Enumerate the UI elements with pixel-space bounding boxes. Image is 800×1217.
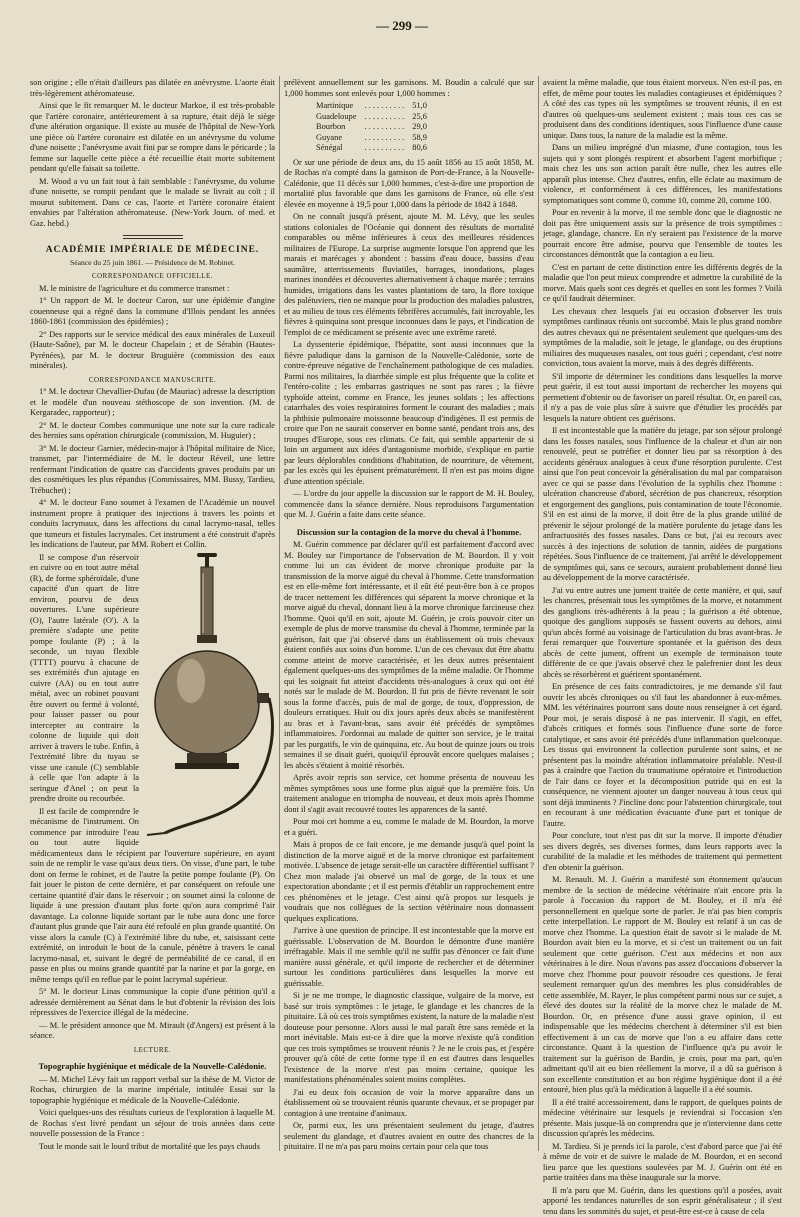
article-title: Discussion sur la contagion de la morve du cheval à l'homme. bbox=[284, 527, 534, 538]
paragraph: — M. Michel Lévy fait un rapport verbal sur la thèse de M. Victor de Rochas, chirurgien de la marine impériale, intitulée Essai sur la topographie hygiénique et médicale de la Nouvelle-Calédonie. bbox=[30, 1075, 275, 1107]
paragraph: son origine ; elle n'était d'ailleurs pas dilatée en anévrysme. L'aorte était très-légèrement athéromateuse. bbox=[30, 78, 275, 99]
paragraph: Ainsi que le fit remarquer M. le docteur Markoe, il est très-probable que l'artère coronaire, antérieurement à sa rupture, était déjà le siège d'une altération organique. Il existe au musée de l'hôpital de New-York une pièce où l'artère coronaire est dilatée en un anévrysme du volume d'une noisette ; l'anévrysme avait fini par se rompre dans le péricarde ; la femme sur laquelle cette pièce a été recueillie était morte subitement pendant qu'elle faisait sa toilette. bbox=[30, 101, 275, 175]
paragraph: 2° Des rapports sur le service médical des eaux minérales de Luxeuil (Haute-Saône), par M. le docteur Chapelain ; et de Sérabin (Hautes-Pyrénées), par M. le docteur Bruguière (commission des eaux minérales). bbox=[30, 330, 275, 372]
page-number: — 299 — bbox=[22, 18, 782, 34]
paragraph: 2° M. le docteur Combes communique une note sur la cure radicale des hernies sans opération chirurgicale (commission, M. Huguier) ; bbox=[30, 421, 275, 442]
section-divider bbox=[123, 235, 183, 239]
paragraph: prélèvent annuellement sur les garnisons. M. Boudin a calculé que sur 1,000 hommes sont enlevés pour 1,000 hommes : bbox=[284, 78, 534, 99]
place: Guyane bbox=[312, 133, 360, 144]
paragraph: J'arrive à une question de principe. Il est incontestable que la morve est guérissable. L'observation de M. Bourdon le démontre d'une manière irréfragable. Mais il me semble qu'il ne suffit pas d'énoncer ce fait d'une manière aussi générale, et qu'il importe de rechercher et de déterminer surtout les conditions particulières dans lesquelles la morve est guérissable. bbox=[284, 926, 534, 989]
place: Sénégal bbox=[312, 143, 360, 154]
paragraph: Pour en revenir à la morve, il me semble donc que le diagnostic ne doit pas être uniquement assis sur la présence de trois symptômes : jetage, glandage, chancre. En n'y seraient pas l'existence de la morve pourrait encore être admise, pourvu que l'ensemble de toutes les circonstances démontrât que la contagion a eu lieu. bbox=[543, 208, 782, 261]
newspaper-page bbox=[22, 18, 782, 1158]
paragraph: La dyssenterie épidémique, l'hépatite, sont aussi inconnues que la fièvre paludique dans la garnison de la Nouvelle-Calédonie, sorte de contre-épreuve négative de l'enchaînement pathologique de ces maladies. Parmi nos militaires, la diarrhée simple est plus fréquente que la colite et l'entéro-colite ; les embarras gastriques ne sont pas rares ; la fièvre typhoïde atteint, comme en France, les jeunes soldats ; les affections catarrhales des voies respiratoires forment le courant des maladies ; mais la phthisie pulmonaire moissonne beaucoup d'indigènes. Il est permis de croire que l'on ne saurait conserver en bonne santé, pendant trois ans, des troupes d'Europe, sous ces climats. Ce fait, qui semble appartenir de si loin un argument aux idées d'antagonisme morbide, s'explique en partie par leurs déplorables conditions d'habitation, de nourriture, de vêtement, par les excès qui les épuisent prématurément. Il n'en est pas moins digne d'une attention spéciale. bbox=[284, 340, 534, 487]
column-right bbox=[543, 78, 782, 1153]
paragraph: 4° M. le docteur Fano soumet à l'examen de l'Académie un nouvel instrument propre à pratiquer des injections à travers les points et conduits lacrymaux, dans les affections du canal lacrymo-nasal, telles que tumeurs et fistules lacrymales. Cet instrument a été construit d'après les indications de l'auteur, par MM. Robert et Collin. bbox=[30, 498, 275, 551]
paragraph: J'ai vu entre autres une jument traitée de cette manière, et qui, sauf les chancres, présentait tous les symptômes de la morve, et notamment des ganglions très-adhérents à la peau ; la guérison a été obtenue, quoique des ganglions supposés se fussent ouverts au dehors, ainsi qu'un abcès formé au voisinage de l'articulation du bras avant-bras. Je ferai remarquer que l'ouverture spontanée et la guérison des deux abcès de cette jument, offrent un exemple de terminaison toute différente de ce que j'avais observé chez le palefrenier dont les deux abcès se résorbèrent et guérirent spontanément. bbox=[543, 586, 782, 681]
paragraph: Si je ne me trompe, le diagnostic classique, vulgaire de la morve, est basé sur trois symptômes : le jetage, le glandage et les chancres de la pituitaire. Là où ces trois symptômes existent, la nature de la maladie n'est douteuse pour personne. Alors aussi le mal paraît être sans remède et la mort inévitable. Mais est-ce à dire que la morve n'existe qu'à condition que ces trois symptômes se trouvent réunis ? Je ne le crois pas, et j'espère prouver qu'à côté de cette forme type il en est d'autres dans lesquelles l'existence de la morve n'est pas moins certaine, quoique les manifestations phénoménales soient moins complètes. bbox=[284, 991, 534, 1086]
paragraph: Il est facile de comprendre le mécanisme de l'instrument. On commence par introduire l'eau ou tout autre liquide médicamenteux dans le récipient par l'ouverture supérieure, en ayant soin de ne remplir le vase qu'aux deux tiers. On visse, d'une part, le tube dont on ferme le robinet, et de l'autre la petite pompe foulante (P). On fait jouer le piston de cette dernière, et par conséquent on refoule une certaine quantité d'air dans le réservoir ; on soumet ainsi la colonne de liquide à une pression d'autant plus forte qu'on aura comprimé l'air davantage. La colonne liquide sortant par le tube aura donc une force d'autant plus grande que l'air aura été refoulé en plus grande quantité. On visse alors la canule (C) à l'extrémité libre du tube, et, saisissant cette extrémité, on introduit le bout de la canule, pénètre à travers le canal lacrymo-nasal, et, suivant le degré de perméabilité de ce canal, il en passe en plus ou moins grande quantité par la narine et par la gorge, en même temps qu'il en reflue par le point lacrymal supérieur. bbox=[30, 807, 275, 986]
article-title: Topographie hygiénique et médicale de la Nouvelle-Calédonie. bbox=[30, 1061, 275, 1072]
paragraph: — L'ordre du jour appelle la discussion sur le rapport de M. H. Bouley, commencée dans la séance dernière. Nous reproduisons l'argumentation que M. J. Guérin a faite dans cette séance. bbox=[284, 489, 534, 521]
paragraph: Dans un milieu imprégné d'un miasme, d'une contagion, tous les sujets qui y sont plongés respirent et absorbent l'agent morbifique ; mais chez les uns son action paraît être nulle, chez les autres elle apparaît plus intense. Chez d'autres, enfin, elle éclate au maximum de violence, et conformément à ces différences, les manifestations symptomatiques sont comme 0, comme 10, comme 20, comme 100. bbox=[543, 143, 782, 206]
paragraph: 5° M. le docteur Linas communique la copie d'une pétition qu'il a adressée dernièrement au Sénat dans le but d'obtenir la révision des lois répressives de l'exercice illégal de la médecine. bbox=[30, 987, 275, 1019]
place: Guadeloupe bbox=[312, 112, 360, 123]
rate: 58,9 bbox=[408, 133, 431, 144]
paragraph: On ne connaît jusqu'à présent, ajoute M. M. Lévy, que les seules stations coloniales de l'Océanie qui donnent des résultats de mortalité comparables ou même inférieures à ceux des meilleures résidences militaires de l'Europe. La surprise augmente lorsque l'on apprend que les marais et marécages y abondent : bassins d'eau douce, bassins d'eau saumâtre, atterrissements fluviatiles, barrages, inondations, plages marines inondées et découvertes alternativement à chaque marée ; terrains humides, irrigations dans les vastes plantations de taro, la flore toxique des palétuviers, rien ne manque pour la production des maladies palustres, et au milieu de tous ces éléments fébrifères accumulés, fait incroyable, les fièvres à quinquina sont presque inconnues dans le pays, et l'indication de l'emploi de ce médicament se présente avec une extrême rareté. bbox=[284, 212, 534, 338]
mortality-table bbox=[312, 101, 431, 154]
paragraph: M. le ministre de l'agriculture et du commerce transmet : bbox=[30, 284, 275, 295]
section-title: ACADÉMIE IMPÉRIALE DE MÉDECINE. bbox=[30, 245, 275, 256]
paragraph: Pour moi cet homme a eu, comme le malade de M. Bourdon, la morve et a guéri. bbox=[284, 817, 534, 838]
paragraph: Tout le monde sait le lourd tribut de mortalité que les pays chauds bbox=[30, 1142, 275, 1153]
paragraph: Après avoir repris son service, cet homme présenta de nouveau les mêmes symptômes sous une forme plus aiguë que la première fois. Un traitement analogue en triompha de nouveau, et deux mois après l'homme dont il s'agit avait recouvré toutes les apparences de la santé. bbox=[284, 773, 534, 815]
paragraph: En présence de ces faits contradictoires, je me demande s'il faut ouvrir les abcès chroniques ou s'il faut les abandonner à eux-mêmes. MM. les vétérinaires pourront sans doute nous renseigner à cet égard. Pour moi, je serais disposé à ne pas intervenir. Il s'agit, en effet, d'abcès critiques et formés sous l'influence d'une sorte de force catalytique, et sans avoir été précédés d'une inflammation quelconque. Les tissus qui environnent la collection purulente sont sains, et ne présentent pas la moindre altération inflammatoire préalable. N'est-il pas à craindre que l'action du traumatisme opératoire et l'introduction de l'air dans ce foyer et la décomposition putride qui en est la conséquence, ne viennent ajouter un danger nouveau à tous ceux qui sont déjà imminents ? J'incline donc pour l'abstention chirurgicale, tout en recourant à une médication évacuante d'une part et tonique de l'autre. bbox=[543, 682, 782, 829]
paragraph: 1° M. le docteur Chevallier-Dufau (de Mauriac) adresse la description et le modèle d'un nouveau stéthoscope de son invention. (M. de Kergaradec, rapporteur) ; bbox=[30, 387, 275, 419]
paragraph: M. Wood a vu un fait tout à fait semblable : l'anévrysme, du volume d'une noisette, se rompit pendant que le malade se livrait au coït ; il mourut subitement. Dans ce cas, l'aorte et l'artère coronaire étaient envahies par l'altération athéromateuse. (New-York Journ. of med. et Gaz. hebd.) bbox=[30, 177, 275, 230]
paragraph: Or, parmi eux, les uns présentaient seulement du jetage, d'autres seulement du glandage, et d'autres avaient en outre des chancres de la pituitaire. Il ne m'a pas paru moins certain pour cela que tous bbox=[284, 1121, 534, 1153]
rate: 80,6 bbox=[408, 143, 431, 154]
paragraph: Il a été traité accessoirement, dans le rapport, de quelques points de médecine vétérinaire sur lesquels je reviendrai si l'occasion s'en présente. Mais jusque-là on comprendra que je n'intervienne dans cette discussion qu'après les médecins. bbox=[543, 1098, 782, 1140]
paragraph: avaient la même maladie, que tous étaient morveux. N'en est-il pas, en effet, de même pour toutes les maladies contagieuses et épidémiques ? A côté des cas types où les symptômes se trouvent réunis, il en est d'autres où quelques-uns seulement existent ; mais tous ces cas se produisent dans des conditions identiques, sous l'influence d'une cause unique. Dans tous, la nature de la maladie est la même. bbox=[543, 78, 782, 141]
paragraph: 1° Un rapport de M. le docteur Caron, sur une épidémie d'angine couenneuse qui a régné dans la commune d'Illois pendant les années 1860-1861 (commission des épidémies) ; bbox=[30, 296, 275, 328]
rate: 25,6 bbox=[408, 112, 431, 123]
paragraph: J'ai eu deux fois occasion de voir la morve apparaître dans un établissement où se trouvaient réunis quarante chevaux, et se propager par contagion à une trentaine d'animaux. bbox=[284, 1088, 534, 1120]
column-rule bbox=[538, 76, 539, 1151]
column-rule bbox=[279, 76, 280, 1151]
session-line: Séance du 25 juin 1861. — Présidence de M. Robinet. bbox=[30, 258, 275, 269]
rate: 29,0 bbox=[408, 122, 431, 133]
injector-drawing bbox=[145, 553, 275, 838]
rate: 51,0 bbox=[408, 101, 431, 112]
paragraph: Or sur une période de deux ans, du 15 août 1856 au 15 août 1858, M. de Rochas n'a compté dans la garnison de Port-de-France, à la Nouvelle-Calédonie, que 11 décès sur 1,000 hommes, c'est-à-dire une proportion de mortalité plus favorable que dans les garnisons de France, où elle s'est élevée en moyenne à 19,5 pour 1,000 dans la période de 1842 à 1848. bbox=[284, 158, 534, 211]
paragraph: M. Tardieu. Si je prends ici la parole, c'est d'abord parce que j'ai été à même de voir et de suivre le malade de M. Bourdon, et en second lieu parce que les questions soulevées par M. J. Guérin ont été en partie traitées dans ma thèse inaugurale sur la morve. bbox=[543, 1142, 782, 1184]
place: Martinique bbox=[312, 101, 360, 112]
paragraph: Il est incontestable que la matière du jetage, par son séjour prolongé dans les fosses nasales, sous l'influence de la chaleur et d'un air non renouvelé, peut se putréfier et donner lieu par sa résorption à des accidents généraux analogues à ceux d'une résorption purulente. C'est ainsi que l'on peut concevoir la généralisation du mal par comparaison avec ce qui se passe dans l'évolution de la syphilis chez l'homme : ulcération chancreuse d'abord, sécrétion de pus chancreux, résorption et engorgement des ganglions, puis contamination de toute l'économie. S'il en est ainsi de la morve, il doit être de la plus grande utilité de prévenir le séjour prolongé de la matière purulente du jetage dans les anfractuosités des fosses nasales. Dans ce but, j'ai eu recours avec succès à des injections de solution de tannin, aidées de purgations répétées. Sous l'influence de ce traitement, j'ai arrêté le développement de symptômes qui, sans ce secours, auraient probablement donné lieu au développement de la morve caractérisée. bbox=[543, 426, 782, 584]
table-row: Martinique . . . . . . . . . . 51,0 bbox=[312, 101, 431, 112]
subsection-title: CORRESPONDANCE MANUSCRITE. bbox=[30, 375, 275, 386]
paragraph: — M. le président annonce que M. Mirault (d'Angers) est présent à la séance. bbox=[30, 1021, 275, 1042]
paragraph: Les chevaux chez lesquels j'ai eu occasion d'observer les trois symptômes cardinaux réunis ont succombé. Mais le plus grand nombre des autres chevaux qui ne présentaient seulement que quelques-uns des symptômes de la maladie, soit le jetage, le glandage, ou des éruptions miliaires des muqueuses nasales, ont tous guéri ; cependant, c'est notre conviction, tous avaient la morve, mais à des degrés différents. bbox=[543, 307, 782, 370]
column-middle bbox=[284, 78, 534, 1153]
place: Bourbon bbox=[312, 122, 360, 133]
paragraph: Mais à propos de ce fait encore, je me demande jusqu'à quel point la distinction de la morve aiguë et de la morve chronique est parfaitement motivée. L'absence de jetage serait-elle un caractère différentiel suffisant ? Chez mon malade j'ai observé un mal de gorge, de la toux et une expectoration abondante ; et il est permis d'établir un rapprochement entre ces phénomènes et le jetage. C'est ainsi qu'à propos sur lesquels je voudrais que nos collègues de la section vétérinaire nous donnassent quelques explications. bbox=[284, 840, 534, 924]
subsection-title: CORRESPONDANCE OFFICIELLE. bbox=[30, 271, 275, 282]
paragraph: Pour conclure, tout n'est pas dit sur la morve. Il importe d'étudier ses divers degrés, ses diverses formes, dans leurs rapports avec la curabilité de la maladie et les méthodes de traitement qui permettent d'en obtenir la guérison. bbox=[543, 831, 782, 873]
paragraph: Voici quelques-uns des résultats curieux de l'exploration à laquelle M. de Rochas s'est livré pendant un séjour de trois années dans cette nouvelle possession de la France : bbox=[30, 1108, 275, 1140]
subsection-title: LECTURE. bbox=[30, 1045, 275, 1056]
paragraph: S'il importe de déterminer les conditions dans lesquelles la morve peut guérir, il est tout aussi important de rechercher les moyens qui permettent d'obtenir ou de favoriser un pareil résultat. Or, en pareil cas, il n'y a pas de voie plus sûre à suivre que d'étudier les procédés par lesquels la nature obtient ces guérisons. bbox=[543, 372, 782, 425]
paragraph: Il m'a paru que M. Guérin, dans les questions qu'il a posées, avait apporté les tendances naturelles de son esprit généralisateur ; il s'est tenu dans les sommités du sujet, et peut-être est-ce à cause de cela bbox=[543, 1186, 782, 1217]
paragraph: 3° M. le docteur Garnier, médecin-major à l'hôpital militaire de Nice, transmet, par l'intermédiaire de M. le docteur Réveil, une lettre renfermant l'indication de quatre cas d'accidents graves produits par un des cosmétiques les plus répandus (Commissaires, MM. Bussy, Tardieu, Trébuchet) ; bbox=[30, 444, 275, 497]
table-row: Guadeloupe . . . . . . . . . . 25,6 bbox=[312, 112, 431, 123]
table-row: Sénégal . . . . . . . . . . 80,6 bbox=[312, 143, 431, 154]
paragraph: Il se compose d'un réservoir en cuivre ou en tout autre métal (R), de forme sphéroïdale, d'une capacité d'un quart de litre environ, pourvu de deux ouvertures. L'une supérieure (O), l'autre latérale (O'). A la première s'adapte une petite pompe foulante (P) ; à la seconde, un tuyau flexible (TTTT) pourvu à chacune de ses extrémités d'un ajutage en cuivre (AA) ou en tout autre métal, avec un robinet pouvant être ouvert ou fermé à volonté, pour laisser passer ou pour intercepter au contraire la colonne de liquide qui doit arriver à travers le tube. Enfin, à l'extrémité libre du tuyau se visse une canule (C) semblable à celle que l'on adapte à la seringue d'Anel ; on peut la prendre droite ou recourbée. bbox=[30, 553, 275, 805]
paragraph: C'est en partant de cette distinction entre les différents degrés de la maladie que l'on peut mieux comprendre et admettre la curabilité de la morve. Mais quels sont ces degrés et quelles en sont les formes ? Voilà ce qu'il faudrait déterminer. bbox=[543, 263, 782, 305]
table-row: Bourbon . . . . . . . . . . 29,0 bbox=[312, 122, 431, 133]
injector-illustration bbox=[145, 553, 275, 838]
paragraph: M. Guérin commence par déclarer qu'il est parfaitement d'accord avec M. Bouley sur l'importance de l'observation de M. Bourdon. Il y voit comme lui un cas évident de morve chronique produite par la transmission de la morve aiguë du cheval à l'homme. Cette transformation est en elle-même fort intéressante, et il eût été peut-être bon à ce propos de tracer nettement les différences qui séparent la morve chronique et la morve aiguë du cheval, donnant lieu à la morve chronique farcineuse chez l'homme. Quoi qu'il en soit, ajoute M. Guérin, je crois pouvoir citer un exemple de plus de morve transmise du cheval à l'homme, terminée par la guérison, fait que j'ai observé dans un établissement où trois chevaux étaient confiés aux soins d'un homme. L'un de ces chevaux dut être abattu comme atteint de morve caractérisée, et les deux autres présentaient également quelques-uns des symptômes de la même maladie. Or l'homme qui les soignait fut atteint d'accidents très-analogues à ceux qui ont été notés sur le malade de M. Bourdon. Il fut pris de fièvre revenant le soir sous la forme d'accès, puis de mal de gorge, de toux, d'oppression, de douleurs erratiques. Huit ou dix jours après deux abcès se manifestèrent au bras et à l'avant-bras, sans avoir été précédés de symptômes inflammatoires. J'ordonnai au malade de quitter son service, je le traitai par les purgatifs, le vin de quinquina, etc. Au bout de quinze jours ou trois semaines il se disait guéri, quoiqu'il éprouvât encore quelques malaises ; les abcès s'étaient à moitié résorbés. bbox=[284, 540, 534, 771]
table-row: Guyane . . . . . . . . . . 58,9 bbox=[312, 133, 431, 144]
paragraph: M. Renault. M. J. Guérin a manifesté son étonnement qu'aucun membre de la section de médecine vétérinaire n'ait encore pris la parole à l'occasion du rapport de M. Bouley, et il m'a été personnellement en quelque sorte de parler. Je n'ai pas bien compris cette interpellation. Le rapport de M. Bouley est relatif à un cas de morve chez l'homme. La question était de savoir si le malade de M. Bourdon avait bien eu la morve, et si c'est un traitement ou un fait seulement que cette guérison. C'est aux médecins et non aux vétérinaires à le dire. Nous n'avons pas assez d'occasions d'observer la morve chez l'homme pour pouvoir résoudre ces questions. Je ferai seulement remarquer qu'un des membres les plus considérables de cette assemblée, M. Rayer, le plus compétent parmi nous sur ce sujet, a élevé des doutes sur la réalité de la morve chez le malade de M. Bourdon. Or, en présence d'une aussi grave opinion, il est indispensable que les médecins cherchent à déterminer s'il est bien effectivement à un cas de morve que l'on a eu affaire dans cette circonstance. Quant à la question de l'influence qu'a pu avoir le traitement sur la guérison de Bardin, je crois, pour ma part, qu'en admettant qu'il ait eu bien réellement la morve, il a dû sa guérison à son excellente constitution et au bon régime hygiénique dont il a été entouré, bien plus qu'à la médication à laquelle il a été soumis. bbox=[543, 875, 782, 1096]
column-left bbox=[30, 78, 275, 1153]
